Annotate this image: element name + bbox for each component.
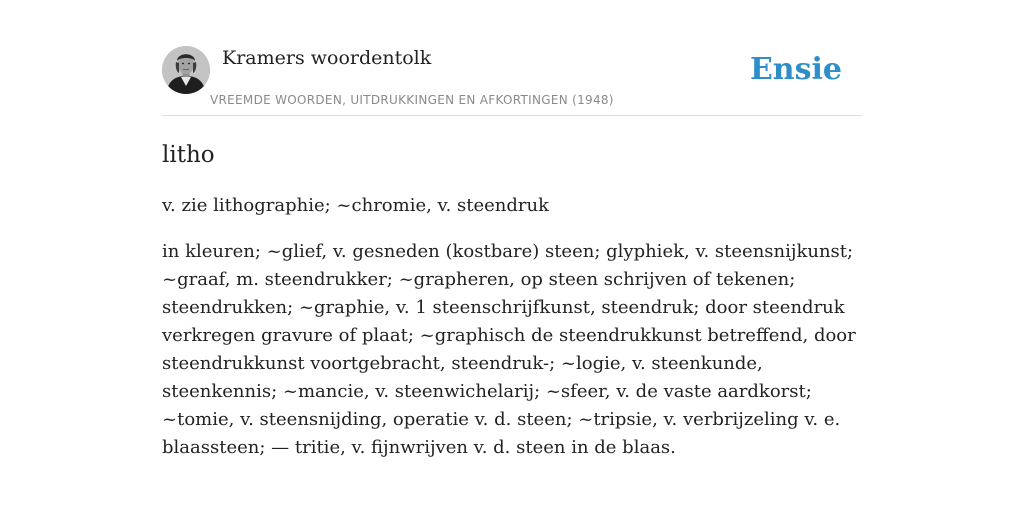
brand-logo[interactable]: Ensie: [749, 52, 842, 87]
portrait-avatar[interactable]: [162, 46, 210, 94]
source-header: [162, 0, 862, 116]
source-subtitle: VREEMDE WOORDEN, UITDRUKKINGEN EN AFKORTINGEN (1948): [210, 93, 614, 107]
portrait-icon: [162, 46, 210, 94]
entry-definition: v. zie lithographie; ~chromie, v. steendruk: [162, 195, 550, 216]
entry-definition: in kleuren; ~glief, v. gesneden (kostbare) steen; glyphiek, v. steensnijkunst; ~graaf, m. steendrukker; ~grapheren, op steen schrijven of tekenen; steendrukken; ~graphie, v. 1 steenschrijfkunst, steendruk; door steendruk verkregen gravure of plaat; ~graphisch de steendrukkunst betreffend, door steendrukkunst voortgebracht, steendruk-; ~logie, v. steenkunde, steenkennis; ~mancie, v. steenwichelarij; ~sfeer, v. de vaste aardkorst; ~tomie, v. steensnijding, operatie v. d. steen; ~tripsie, v. verbrijzeling v. e. blaassteen; — tritie, v. fijnwrijven v. d. steen in de blaas.: [162, 241, 856, 458]
entry-headword: litho: [162, 142, 215, 168]
source-title[interactable]: Kramers woordentolk: [222, 47, 432, 69]
